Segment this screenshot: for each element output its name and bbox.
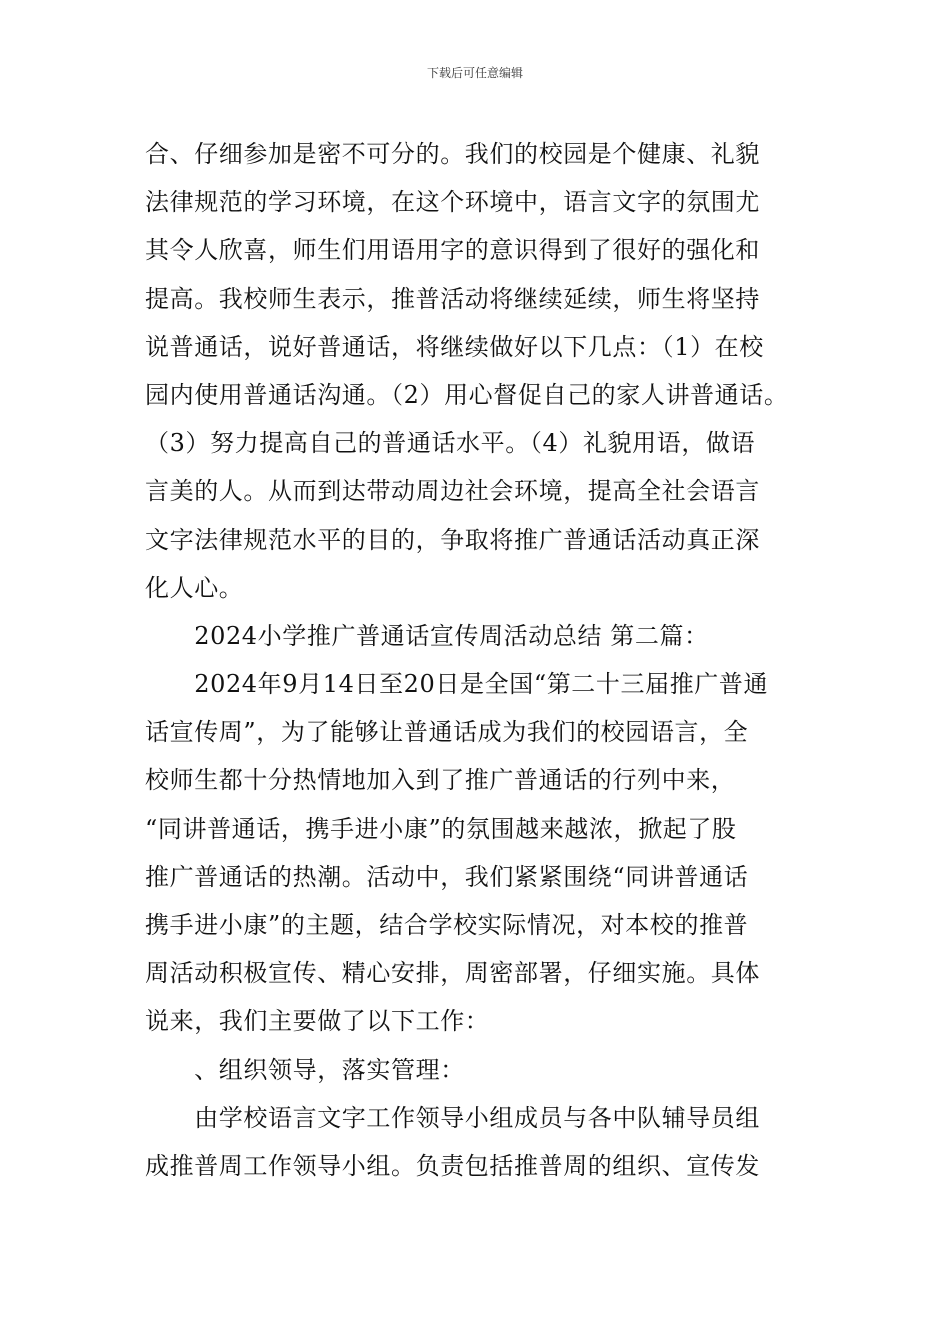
document-body xyxy=(145,130,817,1190)
text-line: 2024年9月14日至20日是全国“第二十三届推广普通 xyxy=(145,670,769,699)
text-line: 其令人欣喜，师生们用语用字的意识得到了很好的强化和 xyxy=(145,236,760,265)
text-line: 言美的人。从而到达带动周边社会环境，提高全社会语言 xyxy=(145,477,760,506)
text-line: 提高。我校师生表示，推普活动将继续延续，师生将坚持 xyxy=(145,284,760,313)
text-line: 周活动积极宣传、精心安排，周密部署，仔细实施。具体 xyxy=(145,959,760,988)
text-line: 说普通话，说好普通话，将继续做好以下几点：（1）在校 xyxy=(145,332,764,361)
page-header: 下载后可任意编辑 xyxy=(426,66,523,80)
text-line: 推广普通话的热潮。活动中，我们紧紧围绕“同讲普通话 xyxy=(145,862,749,891)
text-line: 成推普周工作领导小组。负责包括推普周的组织、宣传发 xyxy=(145,1151,760,1180)
text-line: 校师生都十分热情地加入到了推广普通话的行列中来， xyxy=(145,766,736,795)
text-line: 合、仔细参加是密不可分的。我们的校园是个健康、礼貌 xyxy=(145,140,760,168)
section-title: 2024小学推广普通话宣传周活动总结 第二篇： xyxy=(145,621,709,650)
subsection-title: 、组织领导，落实管理： xyxy=(145,1055,465,1084)
text-line: 园内使用普通话沟通。（2）用心督促自己的家人讲普通话。 xyxy=(145,380,789,409)
text-line: 文字法律规范水平的目的，争取将推广普通话活动真正深 xyxy=(145,525,760,554)
text-line: （3）努力提高自己的普通话水平。（4）礼貌用语，做语 xyxy=(145,429,756,458)
text-line: “同讲普通话，携手进小康”的氛围越来越浓，掀起了股 xyxy=(145,814,737,843)
text-line: 法律规范的学习环境，在这个环境中，语言文字的氛围尤 xyxy=(145,188,760,217)
text-line: 化人心。 xyxy=(145,573,244,602)
text-line: 说来，我们主要做了以下工作： xyxy=(145,1007,490,1036)
text-line: 话宣传周”，为了能够让普通话成为我们的校园语言，全 xyxy=(145,718,749,747)
text-line: 由学校语言文字工作领导小组成员与各中队辅导员组 xyxy=(145,1103,760,1132)
text-line: 携手进小康”的主题，结合学校实际情况，对本校的推普 xyxy=(145,911,749,939)
